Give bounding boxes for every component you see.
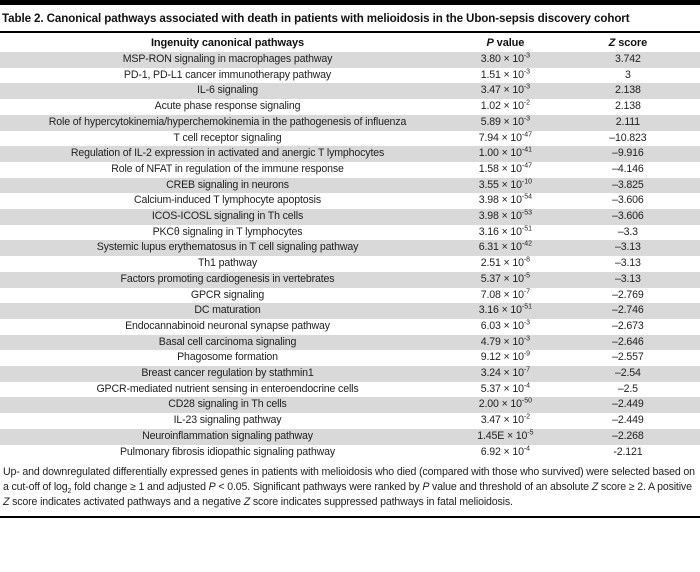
pathway-cell: GPCR-mediated nutrient sensing in enteroendocrine cells xyxy=(96,382,359,395)
table-row xyxy=(0,240,700,256)
pathway-cell: Phagosome formation xyxy=(177,351,278,364)
p-value-header-rest: value xyxy=(493,36,525,49)
table-title: Table 2. Canonical pathways associated with death in patients with melioidosis in the Ubon-sepsis discovery cohort xyxy=(2,12,630,25)
pathway-cell: MSP-RON signaling in macrophages pathway xyxy=(122,53,333,65)
p-value-cell: $2.00 \times 10^{-50}$ xyxy=(478,397,533,411)
z-score-cell: –2.646 xyxy=(612,335,644,348)
z-score-cell: –2.673 xyxy=(612,319,644,332)
table-row xyxy=(0,162,700,178)
table-row xyxy=(0,303,700,319)
z-score-cell: 3.742 xyxy=(615,53,641,65)
pathway-cell: IL-6 signaling xyxy=(197,84,258,97)
pathway-cell: PD-1, PD-L1 cancer immunotherapy pathway xyxy=(123,68,332,81)
pathway-cell: PKCθ signaling in T lymphocytes xyxy=(152,225,303,238)
z-score-cell: –3.606 xyxy=(612,194,644,207)
table-row xyxy=(0,193,700,209)
z-score-cell: –2.449 xyxy=(612,414,644,427)
z-score-cell: –10.823 xyxy=(609,131,647,144)
table-row xyxy=(0,397,700,413)
z-score-cell: –2.54 xyxy=(615,367,641,380)
table-row xyxy=(0,146,700,162)
p-value-cell: $7.08 \times 10^{-7}$ xyxy=(480,288,531,301)
z-score-header-rest: score xyxy=(615,36,648,49)
z-score-header-italic: Z xyxy=(608,36,616,49)
table-row xyxy=(0,413,700,429)
table-row xyxy=(0,319,700,335)
p-value-cell: $3.55 \times 10^{-10}$ xyxy=(478,178,533,191)
p-value-cell: $1.00 \times 10^{-41}$ xyxy=(478,146,533,160)
table-row xyxy=(0,99,700,115)
z-score-cell: –2.746 xyxy=(612,304,644,317)
pathway-cell: Role of NFAT in regulation of the immune response xyxy=(111,162,344,175)
column-header-pathways xyxy=(0,33,455,52)
z-score-cell: –3.13 xyxy=(615,257,641,270)
column-header-p-value xyxy=(455,33,556,52)
z-score-cell: 2.111 xyxy=(615,115,640,128)
bottom-rule xyxy=(0,516,700,518)
table-row xyxy=(0,272,700,288)
pathway-cell: CD28 signaling in Th cells xyxy=(168,398,287,411)
table-row xyxy=(0,83,700,99)
pathway-cell: Systemic lupus erythematosus in T cell signaling pathway xyxy=(96,241,359,254)
z-score-cell: 3 xyxy=(625,68,631,81)
z-score-cell: 2.138 xyxy=(615,84,641,97)
pathway-cell: Neuroinflammation signaling pathway xyxy=(142,429,313,442)
p-value-cell: $2.51 \times 10^{-8}$ xyxy=(480,256,531,270)
table-header xyxy=(0,33,700,52)
p-value-cell: $3.24 \times 10^{-7}$ xyxy=(480,366,531,380)
pathway-cell: Acute phase response signaling xyxy=(154,100,301,113)
pathway-cell: Breast cancer regulation by stathmin1 xyxy=(141,367,314,380)
z-score-cell: –3.825 xyxy=(612,178,644,191)
z-score-cell: –2.557 xyxy=(612,351,644,364)
table-row xyxy=(0,68,700,84)
pathway-cell: Role of hypercytokinemia/hyperchemokinemia in the pathogenesis of influenza xyxy=(48,115,407,128)
z-score-cell: –3.606 xyxy=(612,210,644,223)
pathway-cell: Th1 pathway xyxy=(197,257,257,270)
table-row xyxy=(0,445,700,461)
p-value-cell: $3.16 \times 10^{-51}$ xyxy=(478,303,533,317)
pathways-header-label: Ingenuity canonical pathways xyxy=(150,36,305,49)
table-row xyxy=(0,366,700,382)
table-row xyxy=(0,115,700,131)
pathway-cell: T cell receptor signaling xyxy=(173,131,282,144)
p-value-cell: $5.89 \times 10^{-3}$ xyxy=(480,115,531,128)
pathway-cell: CREB signaling in neurons xyxy=(166,178,289,191)
p-value-header-italic: P xyxy=(486,36,494,49)
z-score-cell: –3.13 xyxy=(615,272,641,285)
p-value-cell: $3.16 \times 10^{-51}$ xyxy=(478,225,533,238)
pathway-cell: DC maturation xyxy=(194,304,261,317)
p-value-cell: $3.98 \times 10^{-53}$ xyxy=(478,209,533,223)
footnote: Up- and downregulated differentially expressed genes in patients with melioidosis who died (compared with those who survived) were selected based on a cut-off of $\log_2$ fold change ≥ 1 and adjusted P < 0.05. Significant pathways were ranked by P value and threshold of an absolute Z score ≥ 2. A positive Z score indicates activated pathways and a negative Z score indicates suppressed pathways in fatal melioidosis. xyxy=(3,466,695,509)
pathway-cell: Pulmonary fibrosis idiopathic signaling pathway xyxy=(120,445,335,458)
table-row xyxy=(0,335,700,351)
table-row xyxy=(0,209,700,225)
p-value-cell: $6.31 \times 10^{-42}$ xyxy=(478,240,533,254)
table-row xyxy=(0,288,700,304)
p-value-cell: $4.79 \times 10^{-3}$ xyxy=(480,335,531,348)
pathway-cell: Basal cell carcinoma signaling xyxy=(158,335,297,348)
p-value-cell: $3.98 \times 10^{-54}$ xyxy=(478,193,533,207)
pathway-cell: Endocannabinoid neuronal synapse pathway xyxy=(125,319,330,332)
table-row xyxy=(0,382,700,398)
column-header-z-score xyxy=(556,33,700,52)
p-value-cell: $1.51 \times 10^{-3}$ xyxy=(480,68,531,81)
table-row xyxy=(0,131,700,147)
pathways-table xyxy=(0,33,700,460)
p-value-cell: $1.45E \times 10^{-5}$ xyxy=(477,429,534,442)
z-score-cell: –2.5 xyxy=(617,382,638,395)
p-value-cell: $5.37 \times 10^{-5}$ xyxy=(480,272,531,285)
pathway-cell: ICOS-ICOSL signaling in Th cells xyxy=(151,210,304,223)
z-score-cell: –9.916 xyxy=(612,147,644,160)
table-row xyxy=(0,178,700,194)
table-body xyxy=(0,52,700,460)
z-score-cell: 2.138 xyxy=(615,100,641,113)
p-value-cell: $3.47 \times 10^{-2}$ xyxy=(480,413,531,427)
z-score-cell: -2.121 xyxy=(613,445,643,458)
table-row xyxy=(0,52,700,68)
p-value-cell: $6.92 \times 10^{-4}$ xyxy=(480,445,531,458)
pathway-cell: GPCR signaling xyxy=(190,288,265,301)
pathway-cell: Calcium-induced T lymphocyte apoptosis xyxy=(133,194,322,207)
p-value-cell: $7.94 \times 10^{-47}$ xyxy=(478,130,533,144)
pathway-cell: Factors promoting cardiogenesis in vertebrates xyxy=(120,272,335,285)
z-score-cell: –3.13 xyxy=(615,241,641,254)
z-score-cell: –3.3 xyxy=(617,225,638,238)
z-score-cell: –2.268 xyxy=(612,429,644,442)
table-row xyxy=(0,350,700,366)
p-value-cell: $9.12 \times 10^{-9}$ xyxy=(480,350,531,364)
p-value-cell: $6.03 \times 10^{-3}$ xyxy=(480,319,531,332)
z-score-cell: –4.146 xyxy=(612,162,644,175)
pathway-cell: Regulation of IL-2 expression in activated and anergic T lymphocytes xyxy=(70,147,385,160)
z-score-cell: –2.769 xyxy=(612,288,644,301)
p-value-cell: $1.02 \times 10^{-2}$ xyxy=(480,99,531,113)
p-value-cell: $3.47 \times 10^{-3}$ xyxy=(480,83,531,97)
z-score-cell: –2.449 xyxy=(612,398,644,411)
p-value-cell: $3.80 \times 10^{-3}$ xyxy=(480,52,531,65)
table-row xyxy=(0,225,700,241)
p-value-cell: $5.37 \times 10^{-4}$ xyxy=(480,382,531,395)
table-row xyxy=(0,256,700,272)
header-row xyxy=(0,33,700,52)
p-value-cell: $1.58 \times 10^{-47}$ xyxy=(478,162,533,175)
table-row xyxy=(0,429,700,445)
pathway-cell: IL-23 signaling pathway xyxy=(173,414,282,427)
